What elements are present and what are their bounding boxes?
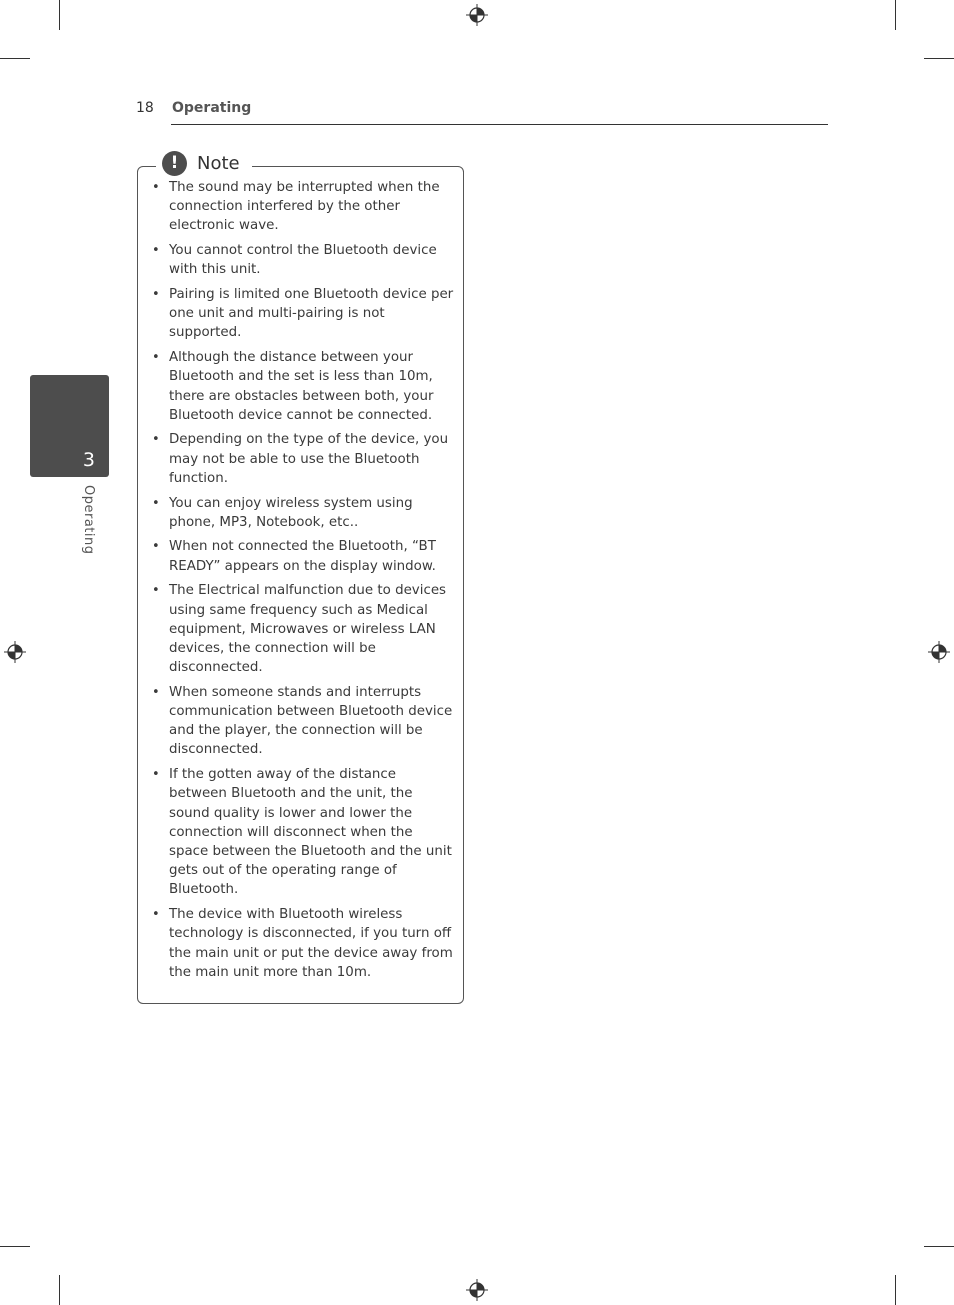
list-item (150, 285, 455, 343)
list-item (150, 537, 455, 575)
crop-mark (59, 1275, 60, 1305)
list-item-text: If the gotten away of the distance between Bluetooth and the unit, the sound quality is lower and lower the connection will disconnect when the space between the Bluetooth and the unit gets out of the operating range of Bluetooth. (169, 767, 452, 898)
list-item (150, 683, 455, 760)
list-item-text: You cannot control the Bluetooth device with this unit. (169, 243, 437, 278)
bullet-icon: • (152, 907, 160, 923)
list-item-text: The device with Bluetooth wireless technology is disconnected, if you turn off the main unit or put the device away from the main unit more than 10m. (169, 907, 453, 980)
crop-mark (0, 58, 30, 59)
crop-mark (59, 0, 60, 30)
list-item (150, 178, 455, 236)
bullet-icon: • (152, 180, 160, 195)
note-list (150, 178, 455, 987)
registration-mark-icon (928, 641, 950, 663)
list-item-text: The sound may be interrupted when the connection interfered by the other electronic wave. (169, 180, 440, 234)
list-item-text: When someone stands and interrupts communication between Bluetooth device and the player, the connection will be disconnected. (169, 684, 453, 758)
bullet-icon: • (152, 684, 160, 700)
list-item-text: When not connected the Bluetooth, “BT READY” appears on the display window. (169, 539, 436, 574)
list-item (150, 241, 455, 279)
list-item (150, 905, 455, 982)
list-item (150, 765, 455, 899)
list-item (150, 430, 455, 488)
bullet-icon: • (152, 539, 160, 555)
bullet-icon: • (152, 583, 160, 599)
bullet-icon: • (152, 287, 160, 303)
page-number: 18 (136, 100, 154, 116)
section-title: Operating (172, 100, 252, 116)
list-item-text: You can enjoy wireless system using phone, MP3, Notebook, etc.. (169, 495, 413, 530)
registration-mark-icon (4, 641, 26, 663)
list-item-text: Although the distance between your Bluetooth and the set is less than 10m, there are obstacles between both, your Bluetooth device cannot be connected. (169, 350, 434, 423)
header-divider (171, 124, 828, 125)
bullet-icon: • (152, 495, 160, 511)
list-item (150, 494, 455, 532)
bullet-icon: • (152, 350, 160, 366)
registration-mark-icon (466, 4, 488, 26)
crop-mark (924, 58, 954, 59)
crop-mark (895, 1275, 896, 1305)
chapter-label: Operating (81, 485, 96, 555)
list-item-text: The Electrical malfunction due to devices using same frequency such as Medical equipment, Microwaves or wireless LAN devices, the connection will be disconnected. (169, 583, 447, 676)
chapter-number: 3 (82, 449, 95, 471)
note-header (156, 148, 252, 178)
bullet-icon: • (152, 243, 160, 259)
bullet-icon: • (152, 432, 160, 448)
crop-mark (0, 1246, 30, 1247)
crop-mark (895, 0, 896, 30)
list-item-text: Depending on the type of the device, you may not be able to use the Bluetooth function. (169, 432, 449, 486)
bullet-icon: • (152, 767, 160, 783)
note-title: Note (197, 152, 240, 174)
chapter-tab (30, 375, 109, 477)
exclamation-icon: ! (162, 151, 187, 176)
crop-mark (924, 1246, 954, 1247)
registration-mark-icon (466, 1279, 488, 1301)
list-item (150, 348, 455, 425)
list-item (150, 581, 455, 677)
list-item-text: Pairing is limited one Bluetooth device per one unit and multi-pairing is not supported. (169, 287, 454, 341)
